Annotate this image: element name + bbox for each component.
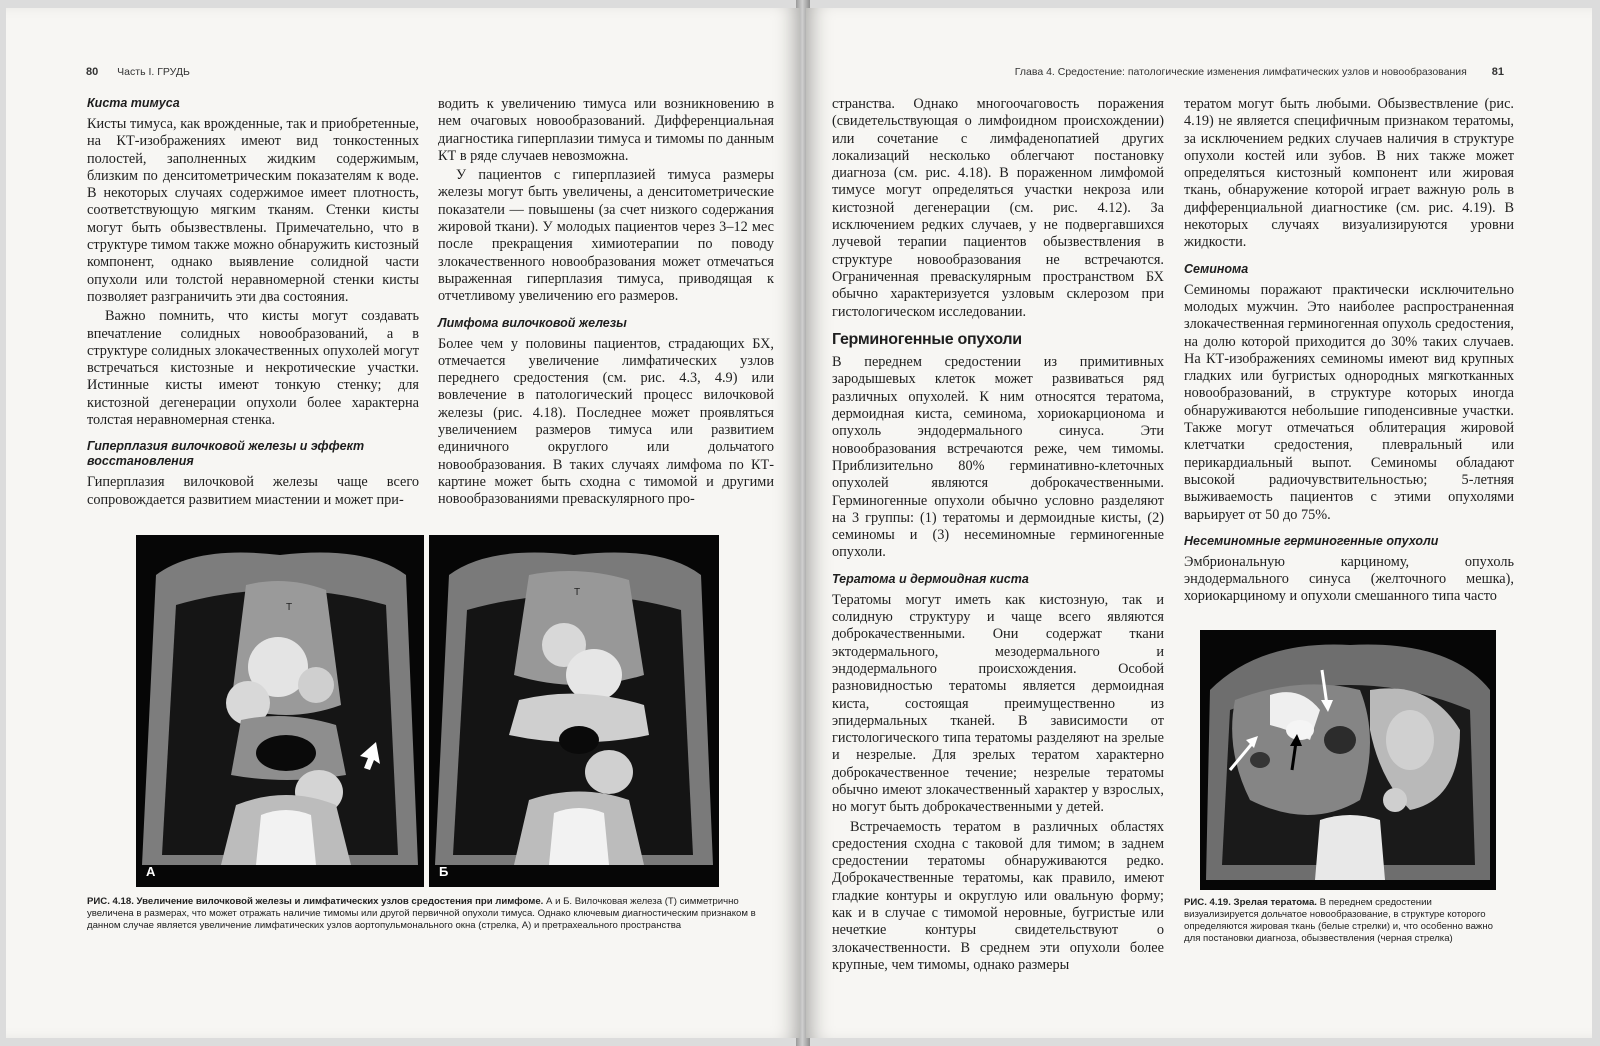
paragraph: тератом могут быть любыми. Обызвествление (рис. 4.19) не является специфичным признаком тератомы, за исключением редких случаев наличия в структуре опухоли костей или зубов. В них также может определяться кистозный компонент или жировая ткань, обнаружение которой играет важную роль в дифференциальной диагностике (см. рис. 4.19). В некоторых случаях визуализируются уровни жидкости. bbox=[1184, 96, 1514, 251]
paragraph: Тератомы могут иметь как кистозную, так и солидную структуру и чаще всего являются доброкачественными. Они содержат ткани эктодермального, мезодермального и эндодермального происхождения. Особой разновидностью тератомы является дермоидная киста, состоящая преимущественно из эпидермальных тканей. В зависимости от гистологического типа тератомы разделяют на зрелые и незрелые. Для зрелых тератом характерно доброкачественное течение; незрелые тератомы обычно имеют злокачественный характер у взрослых, но могут быть доброкачественными у детей. bbox=[832, 591, 1164, 816]
left-column-2 bbox=[438, 96, 774, 511]
panel-label-a: А bbox=[146, 864, 156, 879]
right-running-head-title: Глава 4. Средостение: патологические изменения лимфатических узлов и новообразования bbox=[1014, 66, 1467, 78]
thymus-marker-b: Т bbox=[574, 587, 581, 598]
right-column-1 bbox=[832, 96, 1164, 976]
right-page bbox=[806, 8, 1592, 1038]
paragraph: У пациентов с гиперплазией тимуса размеры железы могут быть увеличены, а денситометрические показатели — повышены (за счет низкого содержания жировой ткани). У молодых пациентов через 3–12 мес после прекращения химиотерапии по поводу злокачественного новообразования может отмечаться выраженная гиперплазия тимуса, приводящая к отчетливому увеличению его размеров. bbox=[438, 167, 774, 305]
caption-title: РИС. 4.18. Увеличение вилочковой железы и лимфатических узлов средостения при лимфоме. bbox=[87, 896, 544, 907]
ct-image-teratoma bbox=[1200, 630, 1496, 890]
paragraph: Эмбриональную карциному, опухоль эндодермального синуса (желточного мешка), хориокарциному и опухоли смешанного типа часто bbox=[1184, 553, 1514, 605]
left-running-head-title: Часть I. ГРУДЬ bbox=[117, 66, 190, 78]
heading-thymus-cyst: Киста тимуса bbox=[87, 96, 180, 110]
heading-thymic-hyperplasia: Гиперплазия вилочковой железы и эффект восстановления bbox=[87, 439, 365, 469]
paragraph: Более чем у половины пациентов, страдающих БХ, отмечается увеличение лимфатических узлов переднего средостения (см. рис. 4.3, 4.9) или вовлечение в патологический процесс вилочковой железы (рис. 4.18). Последнее может проявляться увеличением размеров тимуса или развитием единичного округлого или дольчатого новообразования. В таких случаях лимфома по КТ-картине может быть сходна с тимомой и другими новообразованиями превaскулярного про- bbox=[438, 335, 774, 508]
left-column-1 bbox=[87, 96, 419, 511]
thymus-marker-a: Т bbox=[286, 602, 293, 613]
paragraph: Кисты тимуса, как врожденные, так и приобретенные, на КТ-изображениях имеют вид тонкостенных полостей, заполненных жидким содержимым, близким по денситометрическим показателям к воде. В некоторых случаях содержимое имеет плотность, соответствующую мягким тканям. Стенки кисты могут быть обызвествлены. Примечательно, что в структуре тимом также можно обнаружить кистозный компонент, однако выявление солидной части опухоли или толстой неравномерной стенки кисты позволяет разграничить эти два состояния. bbox=[87, 116, 419, 305]
figure-4-19-caption bbox=[1184, 897, 1502, 945]
ct-image-a bbox=[136, 535, 424, 887]
paragraph: В переднем средостении из примитивных зародышевых клеток может развиваться ряд различных опухолей. К ним относятся тератома, дермоидная киста, семинома, хориокарционома и опухоль эндодермального синуса. Эти новообразования встречаются реже, чем тимомы. Приблизительно 80% герминативно-клеточных опухолей являются доброкачественными. Герминогенные опухоли обычно условно разделяют на 3 группы: (1) тератомы и дермоидные кисты, (2) семиномы и (3) несеминомные герминогенные опухоли. bbox=[832, 354, 1164, 561]
paragraph: Семиномы поражают практически исключительно молодых мужчин. Это наиболее распространенная злокачественная герминогенная опухоль средостения, на долю которой приходится до 30% таких случаев. На КТ-изображениях семиномы имеют вид крупных гладких или бугристых однородных мягкотканных новообразований, в структуре которых иногда обнаруживаются небольшие гиподенсивные участки. Также могут отмечаться облитерация жировой клетчатки средостения, плевральный или перикардиальный выпот. Семиномы обладают высокой радиочувствительностью; 5-летняя выживаемость пациентов с этими опухолями варьирует от 50 до 75%. bbox=[1184, 281, 1514, 523]
left-page-number: 80 bbox=[86, 66, 99, 78]
left-running-head bbox=[86, 66, 190, 78]
heading-thymic-lymphoma: Лимфома вилочковой железы bbox=[438, 315, 627, 330]
paragraph: Важно помнить, что кисты могут создавать впечатление солидных новообразований, а в структуре солидных злокачественных опухолей могут встречаться кистозные и некротические участки. Истинные кисты имеют тонкую стенку; для кистозной дегенерации опухоли более характерна толстая неравномерная стенка. bbox=[87, 308, 419, 429]
ct-image-b bbox=[429, 535, 719, 887]
heading-teratoma: Тератома и дермоидная киста bbox=[832, 571, 1029, 586]
paragraph: странства. Однако многоочаговость поражения (свидетельствующая о лимфоидном происхождении) или сочетание с лимфаденопатией других локализаций несколько облегчают постановку диагноза (см. рис. 4.18). В пораженном лимфомой тимусе могут определяться участки некроза или кистозной дегенерации (см. рис. 4.12). За исключением редких случаев, у не подвергавшихся лучевой терапии пациентов обызвествления в структуре новообразования не встречаются. Ограниченная преваскулярным пространством БХ обычно характеризуется узловым склерозом при гистологическом исследовании. bbox=[832, 96, 1164, 320]
caption-title: РИС. 4.19. Зрелая тератома. bbox=[1184, 897, 1317, 908]
paragraph: водить к увеличению тимуса или возникновению в нем очаговых новообразований. Дифференциальная диагностика гиперплазии тимуса и тимомы по данным КТ в ряде случаев невозможна. bbox=[438, 96, 774, 164]
heading-germ-cell-tumors: Герминогенные опухоли bbox=[832, 330, 1022, 348]
paragraph: Встречаемость тератом в различных областях средостения сходна с таковой для тимом; в заднем средостении тератомы обнаруживаются редко. Доброкачественные тератомы, как правило, имеют гладкие контуры и округлую или овальную форму; как и в случае с тимомой неровные, бугристые или нечеткие контуры свидетельствуют о злокачественности. В среднем эти опухоли более крупные, чем тимомы, однако размеры bbox=[832, 818, 1164, 973]
heading-seminoma: Семинома bbox=[1184, 261, 1249, 276]
panel-label-b: Б bbox=[439, 864, 449, 879]
right-column-2 bbox=[1184, 96, 1514, 608]
left-page bbox=[6, 8, 800, 1038]
caption-text: А и Б. Вилочковая железа (Т) симметрично увеличена в размерах, что может отражать наличие тимомы или другой первичной опухоли тимуса. Однако ключевым диагностическим признаком в данном случае является увеличение лимфатических узлов аортопульмонального окна (стрелка, А) и претрахеального пространства bbox=[87, 896, 756, 931]
caption-text: В переднем средостении визуализируется дольчатое новообразование, в структуре которого определяются жировая ткань (белые стрелки) и, что особенно важно для постановки диагноза, обызвествления (черная стрелка) bbox=[1184, 897, 1493, 944]
right-running-head bbox=[1015, 66, 1504, 78]
right-page-number: 81 bbox=[1491, 66, 1504, 78]
figure-4-18-caption bbox=[87, 896, 773, 932]
paragraph: Гиперплазия вилочковой железы чаще всего сопровождается развитием миастении и может при- bbox=[87, 474, 419, 508]
heading-nonseminomatous: Несеминомные герминогенные опухоли bbox=[1184, 533, 1439, 548]
